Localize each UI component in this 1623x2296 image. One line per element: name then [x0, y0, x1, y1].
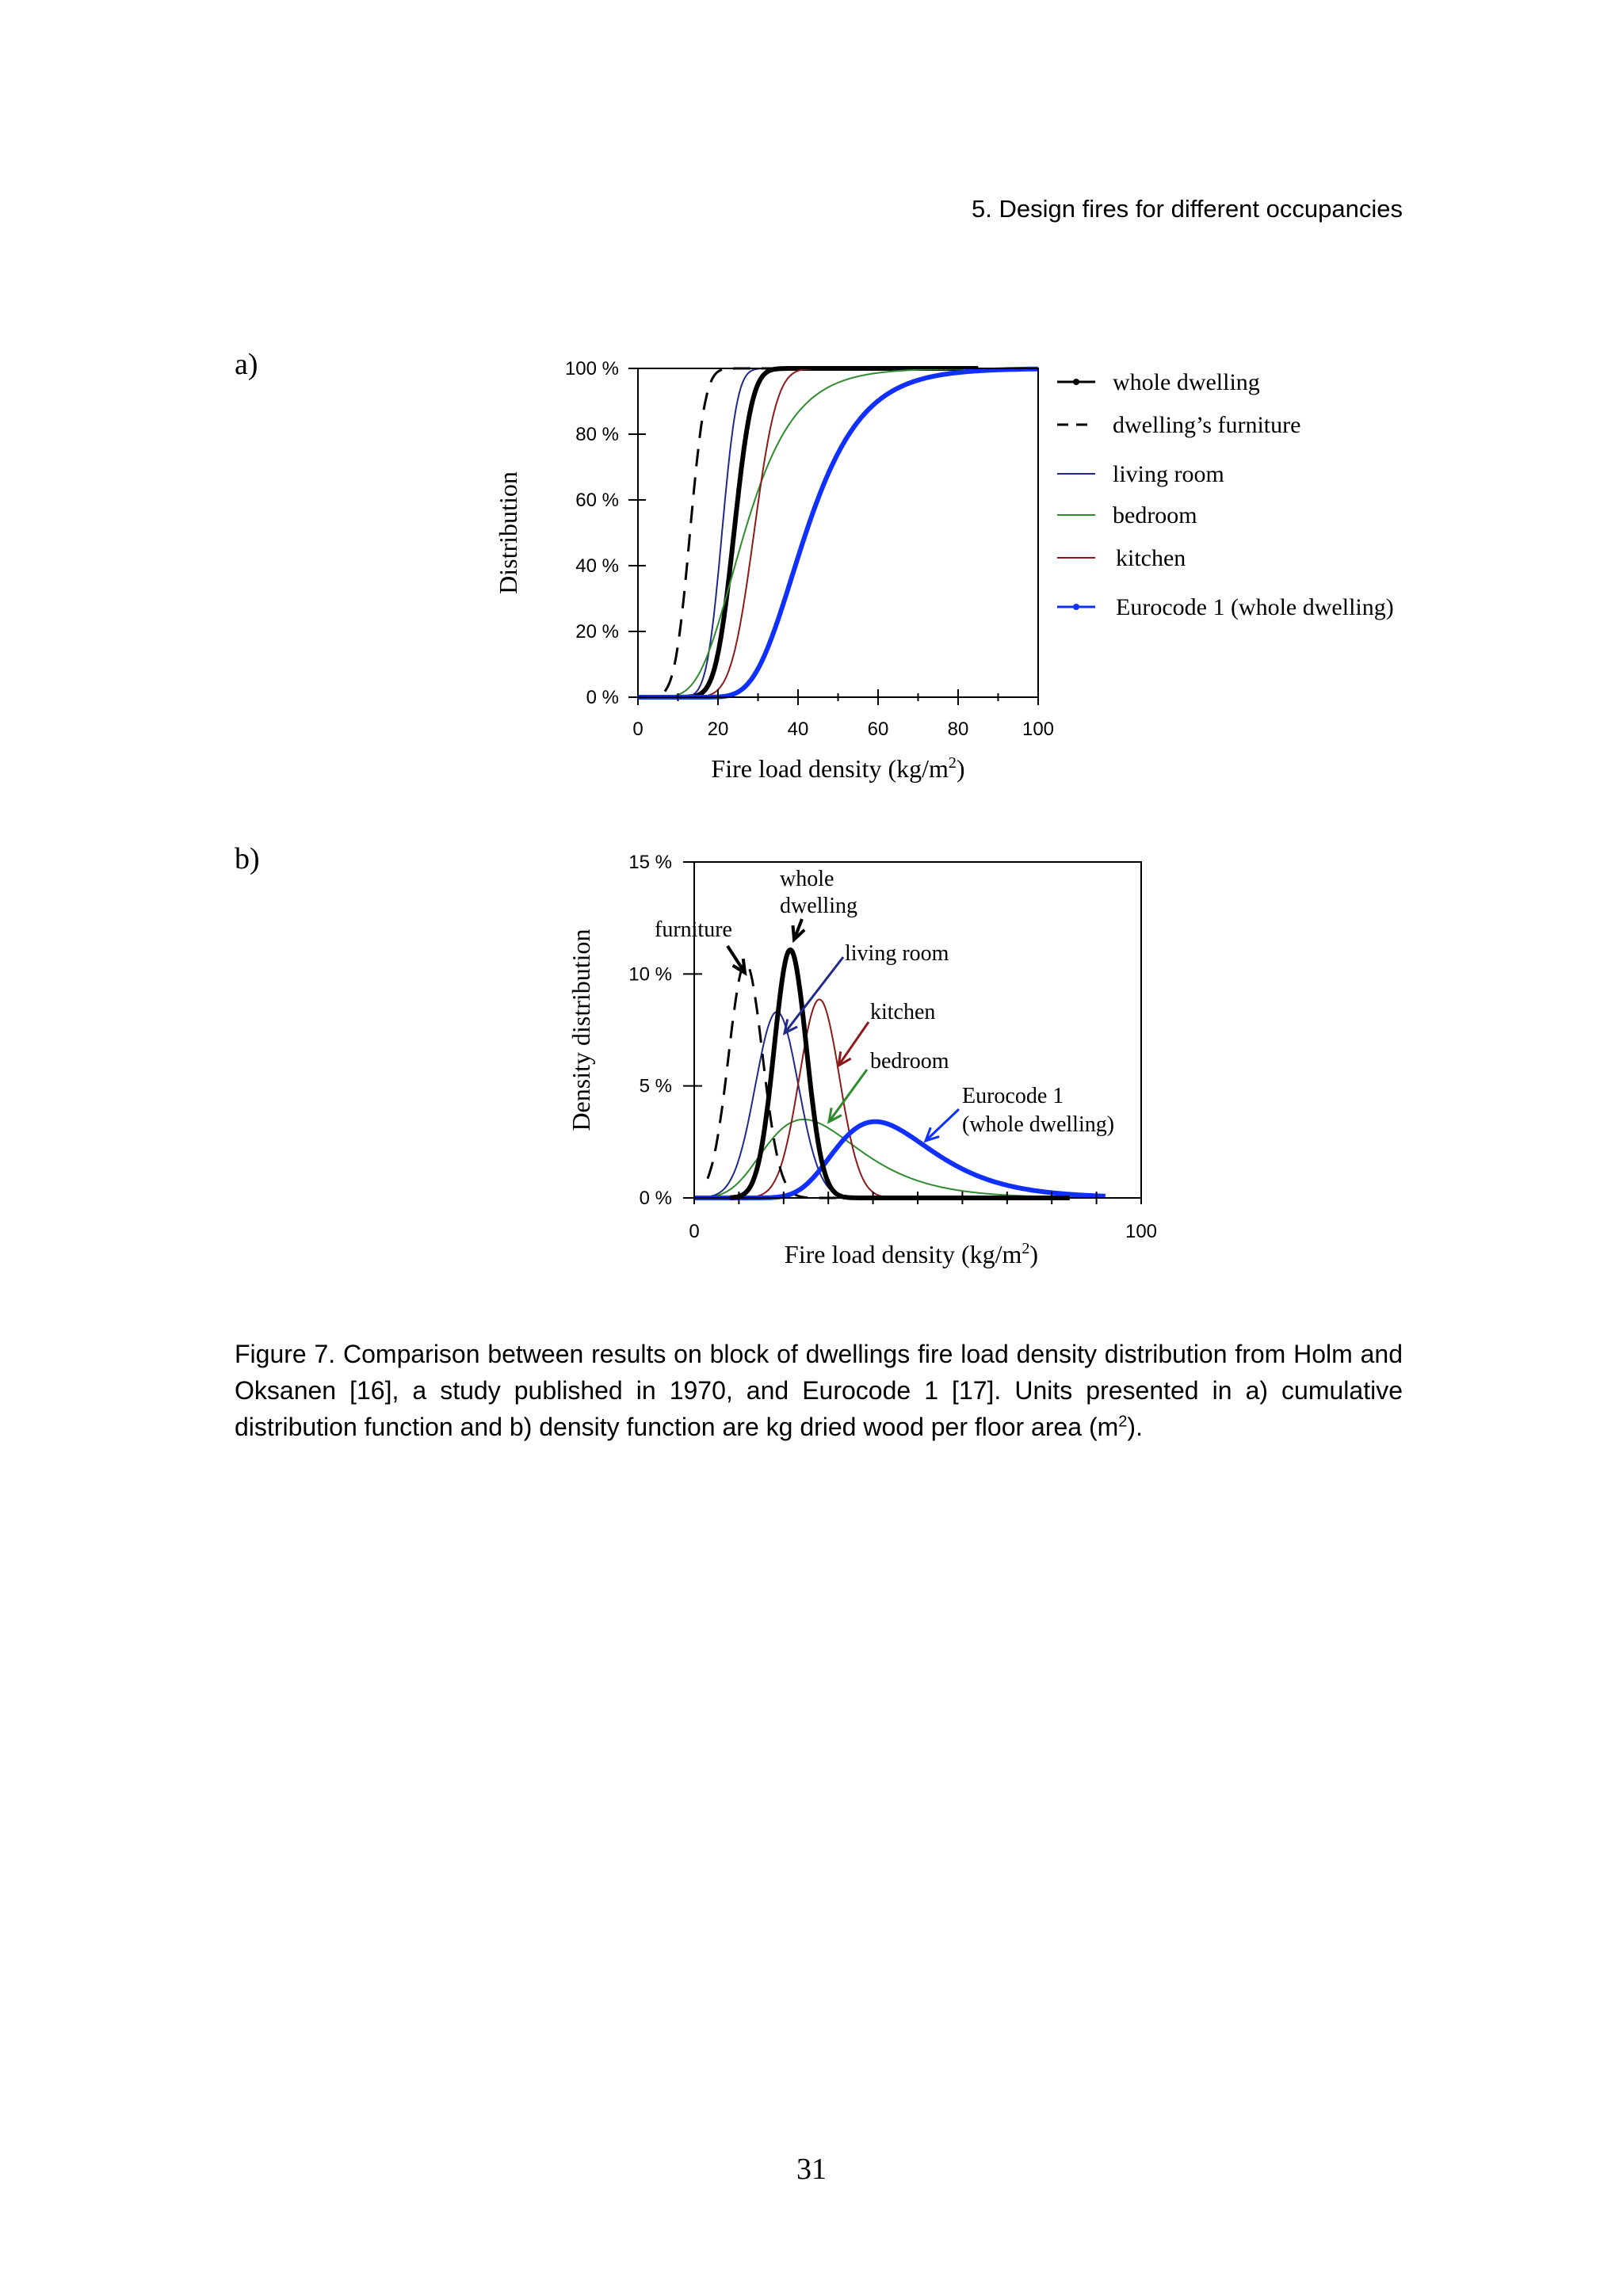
chart-a-x-tick-label: 20	[707, 719, 729, 740]
annotation-eurocode-line1: Eurocode 1	[962, 1084, 1064, 1108]
chart-a-legend	[1057, 369, 1394, 620]
chart-b-x-axis-label: Fire load density $(kg/m^2)$	[784, 1240, 1039, 1268]
annotation-bedroom: bedroom	[870, 1049, 949, 1074]
chart-a-y-tick-label: 100 %	[564, 358, 619, 379]
legend-marker-eurocode	[1073, 604, 1079, 610]
chart-a-x-tick-label: 60	[867, 719, 889, 740]
annotation-arrow-kitchen	[838, 1022, 869, 1066]
chart-a-series-eurocode	[638, 369, 1038, 697]
chart-a-x-tick-label: 0	[632, 719, 643, 740]
chart-b-x-tick-label: 0	[689, 1221, 700, 1242]
chart-a-x-tick-label: 100	[1022, 719, 1055, 740]
chart-a-x-tick-label: 80	[947, 719, 969, 740]
legend-label-whole: whole dwelling	[1113, 369, 1260, 395]
annotation-whole-line1: whole	[780, 867, 834, 891]
annotation-whole-line2: dwelling	[780, 894, 857, 918]
figure-caption: Figure 7. Comparison between results on block of dwellings fire load density distribution from Holm and Oksanen [16], a study published in 1970, and Eurocode 1 [17]. Units presented in a) cumulative distribution function and b) density function are kg dried wood per floor area $(m^2)$.	[235, 1340, 1403, 1441]
chart-a-y-tick-label: 20 %	[575, 621, 619, 643]
legend-label-bedroom: bedroom	[1113, 502, 1197, 528]
chart-b-series-kitchen	[739, 999, 962, 1198]
chart-b-y-tick-label: 5 %	[639, 1075, 672, 1097]
panel-label-b: b)	[235, 842, 260, 875]
panel-label-a: a)	[235, 348, 258, 381]
chart-b-x-tick-label: 100	[1125, 1221, 1158, 1242]
chart-a-plot-frame	[638, 368, 1038, 697]
annotation-kitchen: kitchen	[870, 1000, 936, 1024]
chart-b-y-tick-label: 0 %	[639, 1188, 672, 1209]
legend-label-kitchen: kitchen	[1116, 545, 1186, 571]
annotation-arrow-eurocode	[926, 1109, 959, 1141]
chart-a-y-tick-label: 60 %	[575, 490, 619, 511]
annotation-arrow-bedroom	[829, 1070, 867, 1122]
chart-b-annotations	[655, 867, 1114, 1141]
legend-label-living: living room	[1113, 461, 1224, 487]
chart-b-series-whole	[730, 950, 1070, 1198]
chart-a-y-axis-label: Distribution	[494, 471, 522, 594]
chart-a-x-tick-label: 40	[787, 719, 809, 740]
chart-b-y-axis-label: Density distribution	[567, 929, 595, 1131]
chart-a-y-tick-label: 0 %	[586, 687, 619, 708]
chart-a-y-tick-label: 80 %	[575, 424, 619, 445]
chart-a-cumulative	[494, 358, 1394, 783]
chart-b-y-tick-label: 10 %	[628, 963, 672, 986]
annotation-furniture: furniture	[655, 917, 732, 942]
chart-b-density	[567, 852, 1157, 1268]
chart-a-x-axis-label: Fire load density $(kg/m^2)$	[711, 754, 965, 783]
page-number: 31	[796, 2153, 827, 2186]
annotation-arrow-living	[785, 957, 843, 1033]
legend-marker-whole	[1073, 379, 1079, 385]
running-header: 5. Design fires for different occupancies	[972, 195, 1403, 223]
chart-b-series-furniture	[708, 963, 873, 1198]
chart-a-y-tick-label: 40 %	[575, 555, 619, 577]
chart-b-y-tick-label: 15 %	[628, 852, 672, 873]
legend-label-eurocode: Eurocode 1 (whole dwelling)	[1116, 594, 1394, 620]
annotation-living-room: living room	[845, 941, 949, 966]
annotation-eurocode-line2: (whole dwelling)	[962, 1112, 1115, 1137]
legend-label-furniture: dwelling’s furniture	[1113, 412, 1301, 438]
